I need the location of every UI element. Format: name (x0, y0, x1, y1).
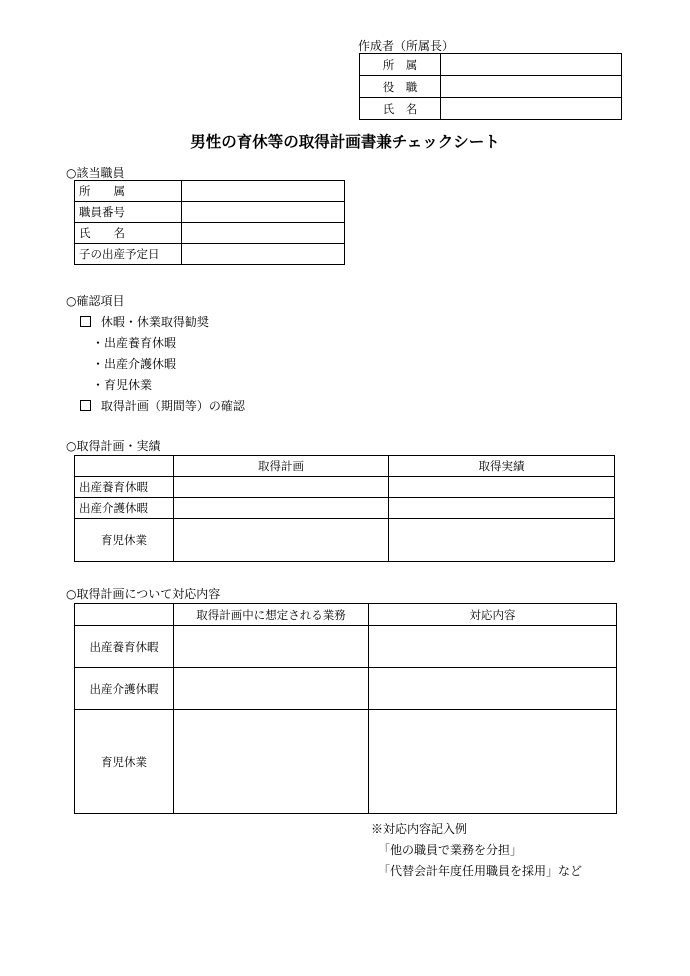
response-row-label: 出産養育休暇 (75, 626, 174, 668)
plan-cell[interactable] (174, 498, 389, 519)
author-position-label: 役 職 (360, 76, 441, 98)
actual-column-header: 取得実績 (389, 456, 615, 477)
author-affiliation-field[interactable] (441, 54, 622, 76)
response-row-label: 育児休業 (75, 710, 174, 814)
page-title: 男性の育休等の取得計画書兼チェックシート (190, 133, 500, 151)
bullet-item: ・出産介護休暇 (92, 357, 177, 371)
response-row-label: 出産介護休暇 (75, 668, 174, 710)
notes-heading: ※対応内容記入例 (371, 822, 468, 836)
birth-due-date-field[interactable] (182, 244, 345, 265)
plan-row-label: 出産養育休暇 (75, 477, 174, 498)
author-table (359, 53, 622, 120)
author-name-label: 氏 名 (360, 98, 441, 120)
response-cell[interactable] (369, 668, 617, 710)
employee-number-label: 職員番号 (75, 202, 182, 223)
duties-cell[interactable] (174, 626, 369, 668)
employee-affiliation-label: 所 属 (75, 181, 182, 202)
confirm-section-heading: ○確認項目 (66, 294, 125, 308)
employee-affiliation-field[interactable] (182, 181, 345, 202)
plan-row-label: 出産介護休暇 (75, 498, 174, 519)
employee-section-heading: ○該当職員 (66, 166, 125, 180)
plan-confirmation-checkbox[interactable] (80, 400, 91, 411)
plan-cell[interactable] (174, 519, 389, 562)
duties-cell[interactable] (174, 710, 369, 814)
response-table-corner (75, 604, 174, 626)
leave-encouragement-checkbox[interactable] (80, 316, 91, 327)
response-column-header: 対応内容 (369, 604, 617, 626)
bullet-item: ・育児休業 (92, 378, 153, 392)
employee-number-field[interactable] (182, 202, 345, 223)
response-cell[interactable] (369, 626, 617, 668)
response-table (74, 603, 617, 814)
bullet-item: ・出産養育休暇 (92, 336, 177, 350)
author-affiliation-label: 所 属 (360, 54, 441, 76)
plan-row-label: 育児休業 (75, 519, 174, 562)
note-example-1: 「他の職員で業務を分担」 (378, 843, 523, 857)
duties-column-header: 取得計画中に想定される業務 (174, 604, 369, 626)
actual-cell[interactable] (389, 477, 615, 498)
actual-cell[interactable] (389, 498, 615, 519)
response-cell[interactable] (369, 710, 617, 814)
leave-encouragement-label: 休暇・休業取得勧奨 (100, 315, 209, 329)
author-label: 作成者（所属長） (358, 39, 455, 53)
checklist-item-leave-encouragement (80, 313, 209, 330)
plan-column-header: 取得計画 (174, 456, 389, 477)
actual-cell[interactable] (389, 519, 615, 562)
note-example-2: 「代替会計年度任用職員を採用」など (378, 864, 583, 878)
plan-confirmation-label: 取得計画（期間等）の確認 (100, 399, 245, 413)
author-name-field[interactable] (441, 98, 622, 120)
checklist-item-plan-confirmation (80, 397, 245, 414)
plan-section-heading: ○取得計画・実績 (66, 439, 161, 453)
response-section-heading: ○取得計画について対応内容 (66, 587, 221, 601)
plan-table-corner (75, 456, 174, 477)
employee-name-label: 氏 名 (75, 223, 182, 244)
employee-table (74, 180, 345, 265)
duties-cell[interactable] (174, 668, 369, 710)
employee-name-field[interactable] (182, 223, 345, 244)
plan-cell[interactable] (174, 477, 389, 498)
plan-table (74, 455, 615, 562)
author-position-field[interactable] (441, 76, 622, 98)
birth-due-date-label: 子の出産予定日 (75, 244, 182, 265)
